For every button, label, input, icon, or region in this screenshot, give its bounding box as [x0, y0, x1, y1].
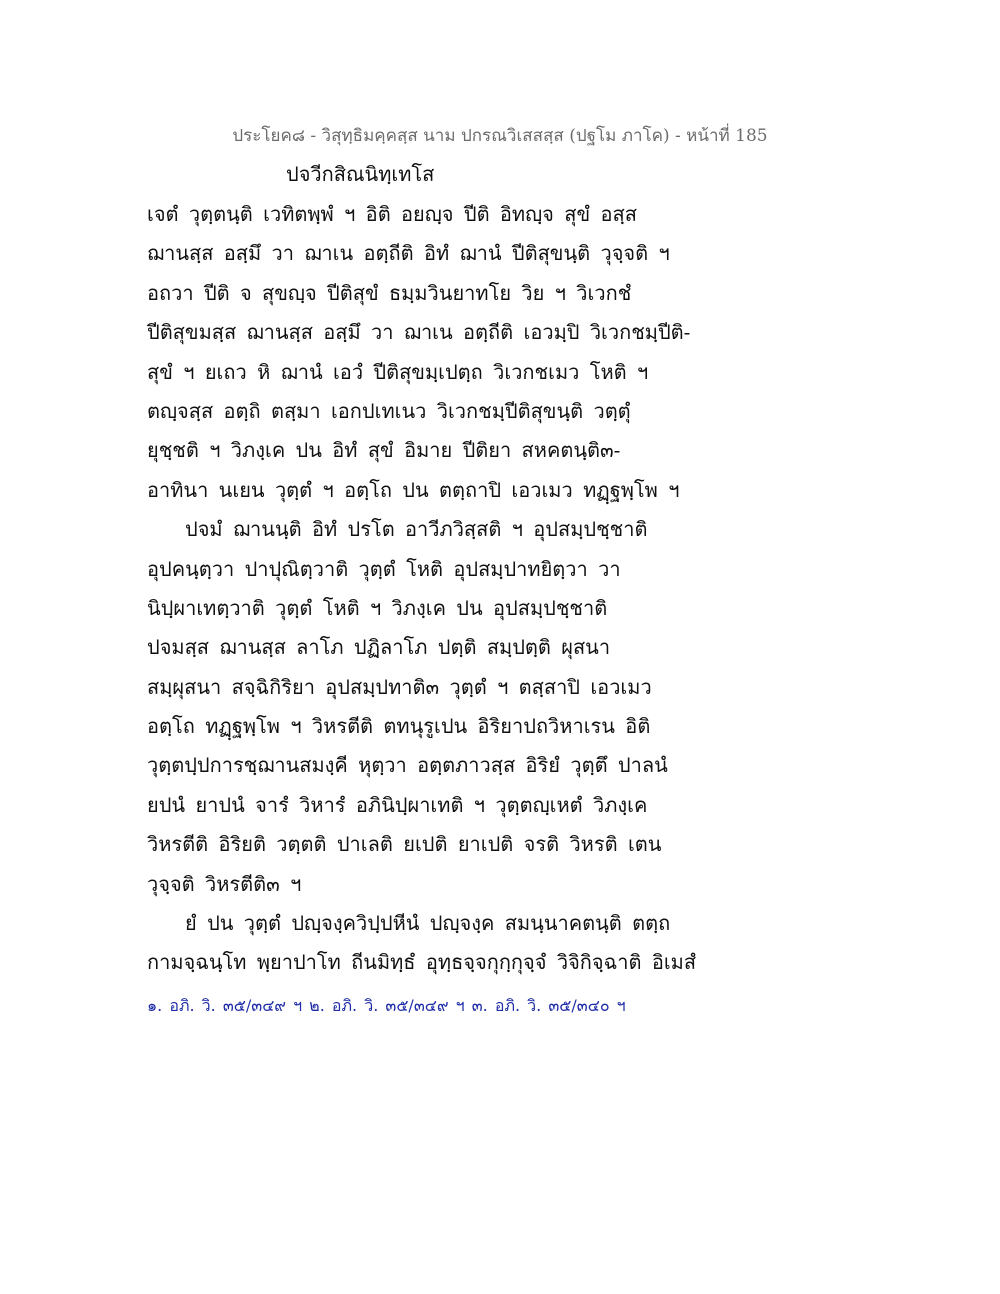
text-line: ฌานสฺส อสฺมึ วา ฌาเน อตฺถีติ อิทํ ฌานํ ปีติสุขนฺติ วุจฺจติ ฯ: [147, 241, 670, 266]
text-line: ปจมสฺส ฌานสฺส ลาโภ ปฏิลาโภ ปตฺติ สมฺปตฺติ ผุสนา: [147, 635, 611, 660]
text-line: ตญฺจสฺส อตฺถิ ตสฺมา เอกปเทเนว วิเวกชมฺปีติสุขนฺติ วตฺตุํ: [147, 398, 631, 423]
text-line: ยุชฺชติ ฯ วิภงฺเค ปน อิทํ สุขํ อิมาย ปีติยา สหคตนฺติ๓-: [147, 438, 621, 463]
text-line: วุตฺตปฺปการชฺฌานสมงฺคี หุตฺวา อตฺตภาวสฺส อิริยํ วุตฺตึ ปาลนํ: [147, 753, 668, 778]
footnotes: ๑. อภิ. วิ. ๓๕/๓๔๙ ฯ ๒. อภิ. วิ. ๓๕/๓๔๙ ฯ ๓. อภิ. วิ. ๓๕/๓๔๐ ฯ: [147, 996, 626, 1015]
section-heading: ปจวีกสิณนิทฺเทโส: [286, 162, 435, 186]
text-line: วุจฺจติ วิหรตีติ๓ ฯ: [147, 871, 302, 896]
text-line: เจตํ วุตฺตนฺติ เวทิตพฺพํ ฯ อิติ อยญฺจ ปีติ อิทญฺจ สุขํ อสฺส: [147, 202, 637, 226]
text-line: ปีติสุขมสฺส ฌานสฺส อสฺมึ วา ฌาเน อตฺถีติ เอวมฺปิ วิเวกชมฺปีติ-: [147, 320, 691, 345]
page-header-text: ประโยค๘ - วิสุทฺธิมคฺคสฺส นาม ปกรณวิเสสสฺส (ปฐโม ภาโค) - หน้าที่ 185: [232, 126, 768, 146]
text-line: อตฺโถ ทฏฺฐพฺโพ ฯ วิหรตีติ ตทนุรูเปน อิริยาปถวิหาเรน อิติ: [147, 714, 651, 739]
text-line: อถวา ปีติ จ สุขญฺจ ปีติสุขํ ธมฺมวินยาทโย วิย ฯ วิเวกชํ: [147, 280, 632, 305]
text-line: วิหรตีติ อิริยติ วตฺตติ ปาเลติ ยเปติ ยาเปติ จรติ วิหรติ เตน: [147, 832, 662, 857]
text-line: ยปนํ ยาปนํ จารํ วิหารํ อภินิปฺผาเทติ ฯ วุตฺตญฺเหตํ วิภงฺเค: [147, 792, 648, 817]
text-line: อุปคนฺตฺวา ปาปุณิตฺวาติ วุตฺตํ โหติ อุปสมฺปาทยิตฺวา วา: [147, 556, 621, 581]
text-line: สมฺผุสนา สจฺฉิกิริยา อุปสมฺปทาติ๓ วุตฺตํ ฯ ตสฺสาปิ เอวเมว: [147, 674, 652, 699]
text-line: สุขํ ฯ ยเถว หิ ฌานํ เอวํ ปีติสุขมฺเปตฺถ วิเวกชเมว โหติ ฯ: [147, 359, 649, 384]
text-line: นิปฺผาเทตฺวาติ วุตฺตํ โหติ ฯ วิภงฺเค ปน อุปสมฺปชฺชาติ: [147, 595, 608, 620]
text-line: ปจมํ ฌานนฺติ อิทํ ปรโต อาวีภวิสฺสติ ฯ อุปสมฺปชฺชาติ: [185, 517, 648, 542]
text-line: ยํ ปน วุตฺตํ ปญฺจงฺควิปฺปหีนํ ปญฺจงฺค สมนฺนาคตนฺติ ตตฺถ: [185, 911, 671, 936]
body-text: [147, 199, 697, 987]
text-line: อาทินา นเยน วุตฺตํ ฯ อตฺโถ ปน ตตฺถาปิ เอวเมว ทฏฺฐพฺโพ ฯ: [147, 477, 680, 502]
page-header: [0, 122, 1000, 149]
text-line: กามจฺฉนฺโท พฺยาปาโท ถีนมิทฺธํ อุทฺธจฺจกุกฺกุจฺจํ วิจิกิจฺฉาติ อิเมสํ: [147, 950, 697, 975]
